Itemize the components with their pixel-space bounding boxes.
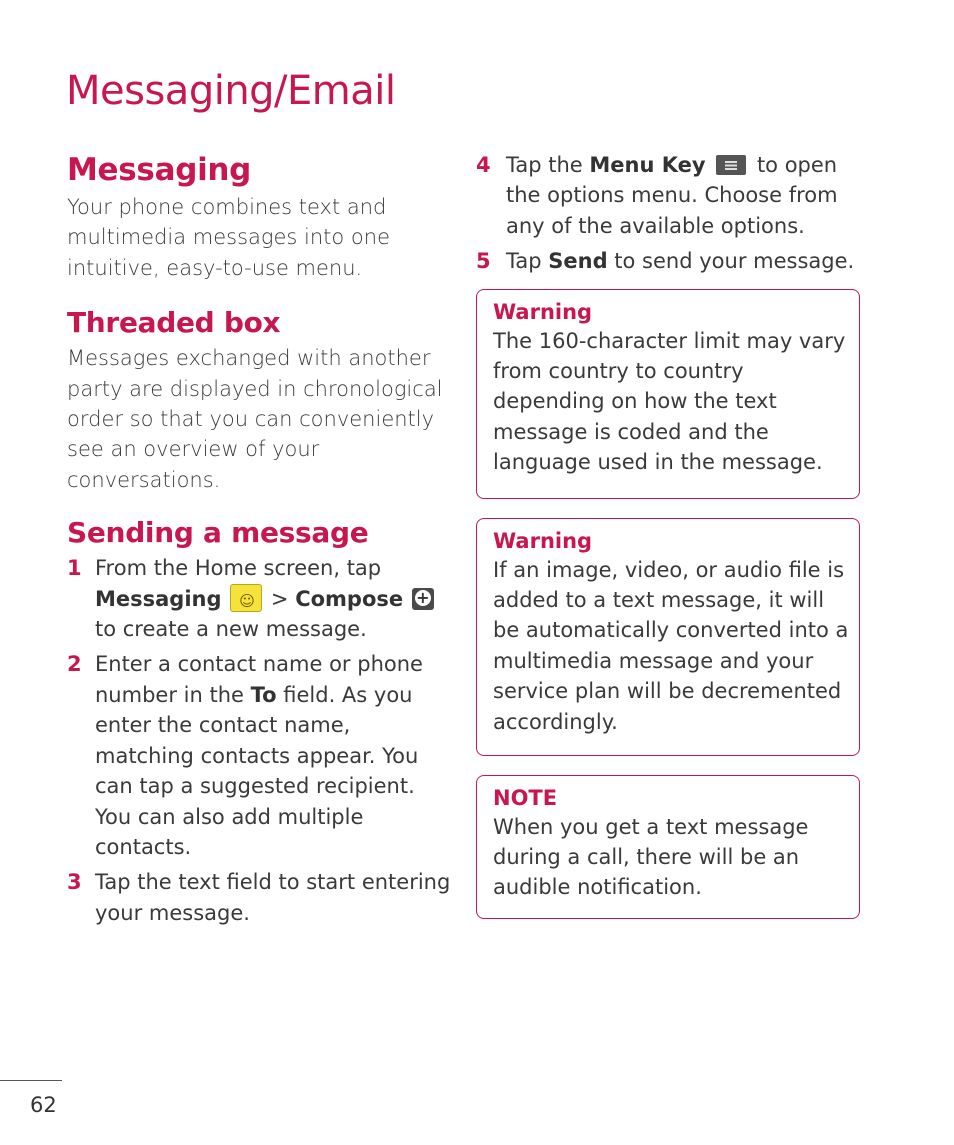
step-number: 1 — [67, 556, 82, 581]
threaded-box-text: Messages exchanged with another party are displayed in chronological order so that you can conveniently see an overview of your conversations. — [67, 346, 443, 492]
warning-box-character-limit — [476, 289, 860, 499]
step-number: 5 — [476, 249, 491, 274]
steps-list-left — [67, 553, 452, 928]
menu-key-label: Menu Key — [589, 153, 706, 177]
left-column — [67, 148, 452, 933]
warning-text: If an image, video, or audio file is added to a text message, it will be automatically converted into a multimedia message and your service plan will be decremented accordingly. — [493, 557, 849, 734]
warning-title: Warning — [493, 299, 593, 324]
threaded-box-heading: Threaded box — [67, 306, 281, 340]
menu-key-icon — [716, 155, 746, 175]
step-4: 4 Tap the Menu Key to open the options menu. Choose from any of the available options. — [476, 150, 860, 241]
page-number-rule — [0, 1080, 62, 1081]
warning-title: Warning — [493, 528, 593, 553]
page-title: Messaging/Email — [66, 68, 396, 114]
messaging-key-label: Messaging — [95, 586, 222, 611]
right-column — [476, 150, 860, 919]
page-number: 62 — [30, 1093, 57, 1117]
step-number: 4 — [476, 153, 491, 177]
messaging-intro: Your phone combines text and multimedia messages into one intuitive, easy-to-use menu. — [67, 195, 390, 280]
sending-message-heading: Sending a message — [67, 516, 369, 550]
messaging-app-icon — [230, 584, 262, 612]
to-field-label: To — [250, 682, 277, 707]
step-1: 1 From the Home screen, tap Messaging ☺ > Compose + to create a new message. — [67, 553, 452, 644]
compose-key-label: Compose — [295, 586, 404, 611]
step-3: 3 Tap the text field to start entering your message. — [67, 867, 452, 928]
warning-text: The 160-character limit may vary from country to country depending on how the text message is coded and the language used in the message. — [493, 328, 846, 475]
send-key-label: Send — [548, 249, 608, 274]
warning-box-multimedia — [476, 518, 860, 756]
step-5: 5 Tap Send to send your message. — [476, 246, 860, 276]
compose-plus-icon — [412, 588, 434, 610]
step-2: 2 Enter a contact name or phone number in the To field. As you enter the contact name, matching contacts appear. You can tap a suggested recipient. You can also add multiple contacts. — [67, 649, 452, 862]
note-title: NOTE — [493, 785, 558, 810]
step-number: 2 — [67, 652, 82, 677]
note-box — [476, 775, 860, 919]
note-text: When you get a text message during a call, there will be an audible notification. — [493, 814, 809, 900]
steps-list-right — [476, 150, 860, 277]
step-number: 3 — [67, 870, 82, 895]
messaging-heading: Messaging — [67, 152, 252, 188]
